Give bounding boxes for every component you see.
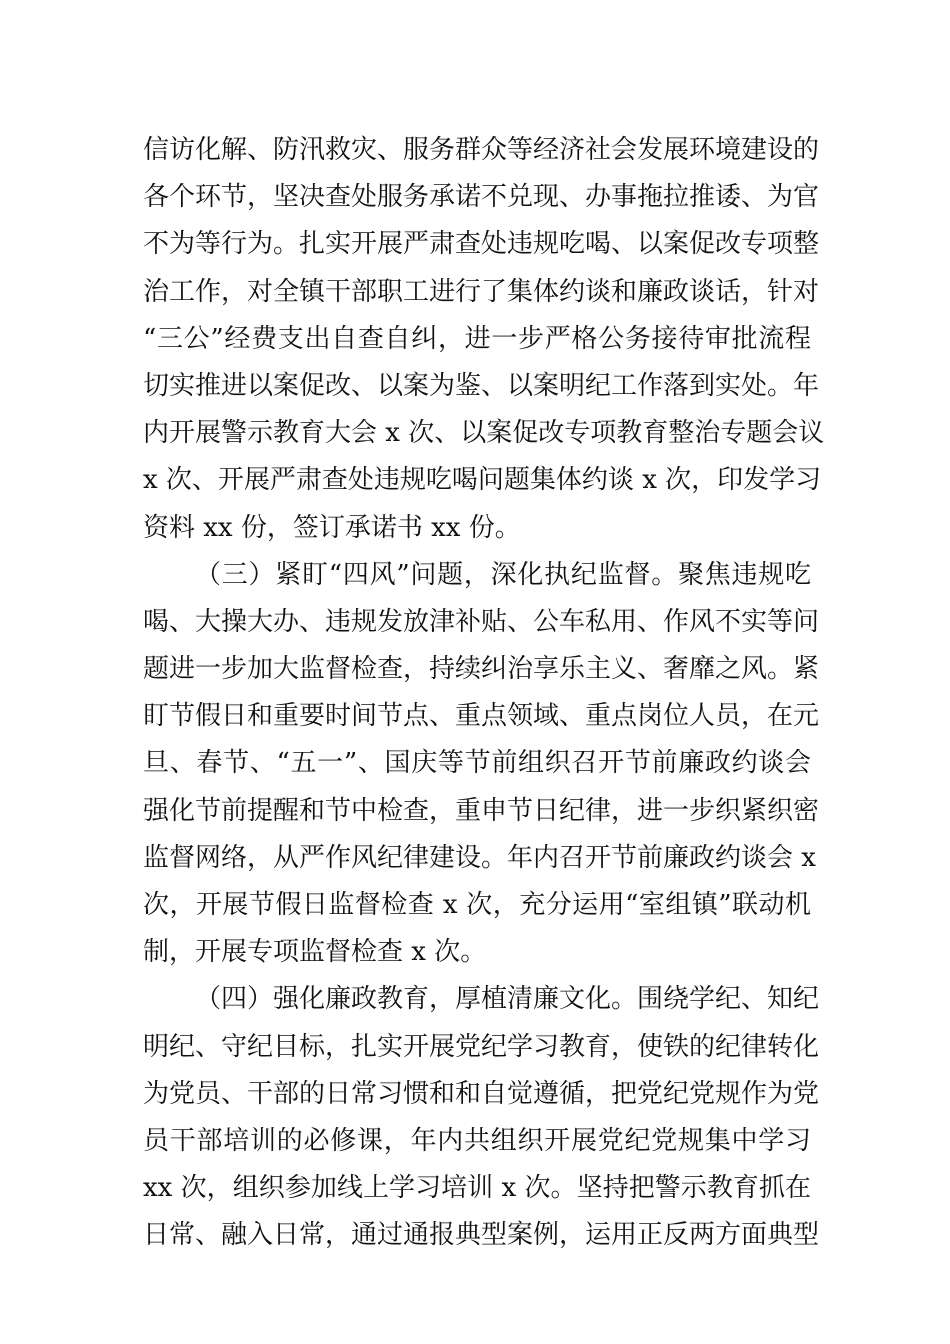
text-line: 不为等行为。扎实开展严肃查处违规吃喝、以案促改专项整 [143,229,820,260]
section-heading-line: （三）紧盯“四风”问题，深化执纪监督。聚焦违规吃 [195,559,811,590]
text-line: 切实推进以案促改、以案为鉴、以案明纪工作落到实处。年 [143,370,820,401]
text-line: 强化节前提醒和节中检查，重申节日纪律，进一步织紧织密 [143,795,820,826]
paragraph-end-line: 制，开展专项监督检查 x 次。 [143,937,487,968]
text-line: “三公”经费支出自查自纠，进一步严格公务接待审批流程 [143,323,811,354]
text-line: 次，开展节假日监督检查 x 次，充分运用“室组镇”联动机 [143,890,811,920]
text-line: 治工作，对全镇干部职工进行了集体约谈和廉政谈话，针对 [143,276,820,307]
text-line: 员干部培训的必修课，年内共组织开展党纪党规集中学习 [143,1125,811,1156]
text-line: 内开展警示教育大会 x 次、以案促改专项教育整治专题会议 [143,418,825,449]
paragraph-end-line: 资料 xx 份，签订承诺书 xx 份。 [143,512,521,543]
text-line: 题进一步加大监督检查，持续纠治享乐主义、奢靡之风。紧 [143,654,820,685]
body-text [143,127,825,1260]
text-line: 明纪、守纪目标，扎实开展党纪学习教育，使铁的纪律转化 [143,1031,820,1062]
text-line: 监督网络，从严作风纪律建设。年内召开节前廉政约谈会 x [143,842,816,873]
text-line: x 次、开展严肃查处违规吃喝问题集体约谈 x 次，印发学习 [143,465,822,496]
text-line: 旦、春节、“五一”、国庆等节前组织召开节前廉政约谈会 [143,748,811,779]
text-line: 喝、大操大办、违规发放津补贴、公车私用、作风不实等问 [143,606,820,637]
text-line: xx 次，组织参加线上学习培训 x 次。坚持把警示教育抓在 [143,1173,811,1204]
text-line: 各个环节，坚决查处服务承诺不兑现、办事拖拉推诿、为官 [143,182,820,213]
text-line: 盯节假日和重要时间节点、重点领域、重点岗位人员，在元 [143,701,820,732]
text-line: 信访化解、防汛救灾、服务群众等经济社会发展环境建设的 [143,135,820,165]
section-heading-line: （四）强化廉政教育，厚植清廉文化。围绕学纪、知纪 [195,984,820,1015]
text-line: 日常、融入日常，通过通报典型案例，运用正反两方面典型 [143,1220,820,1251]
text-line: 为党员、干部的日常习惯和和自觉遵循，把党纪党规作为党 [143,1078,820,1109]
